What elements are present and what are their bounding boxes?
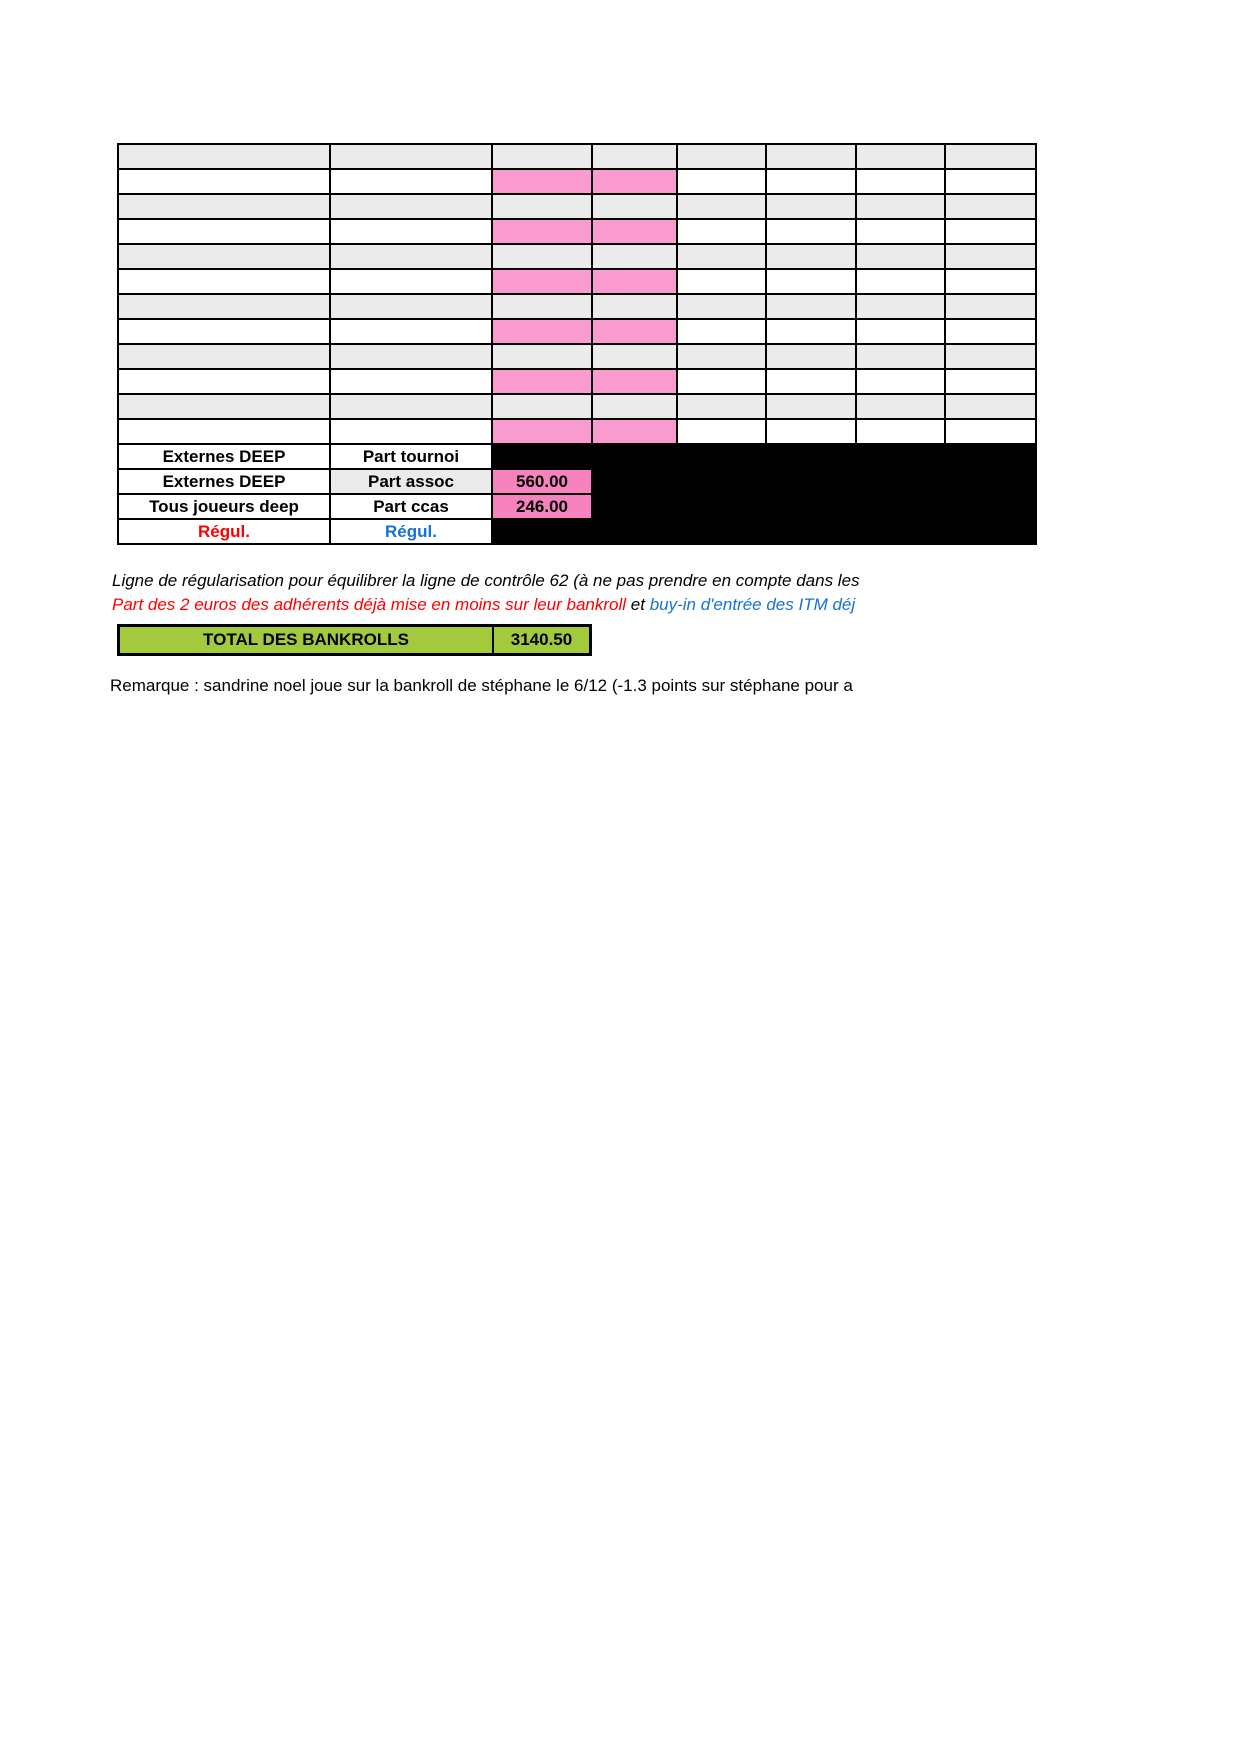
blacked-out-cells bbox=[592, 469, 1036, 494]
blacked-out-cells bbox=[492, 444, 1036, 469]
pink-column-cell bbox=[492, 344, 592, 369]
table-cell bbox=[118, 344, 330, 369]
empty-rows-body bbox=[118, 144, 1036, 444]
pink-column-cell bbox=[492, 194, 592, 219]
table-cell bbox=[945, 169, 1036, 194]
table-cell bbox=[766, 344, 856, 369]
pink-column-cell bbox=[592, 419, 677, 444]
table-cell bbox=[118, 419, 330, 444]
table-row-empty bbox=[118, 144, 1036, 169]
table-row-empty bbox=[118, 344, 1036, 369]
pink-column-cell bbox=[592, 394, 677, 419]
table-cell bbox=[856, 219, 945, 244]
table-cell bbox=[945, 294, 1036, 319]
remark-text: Remarque : sandrine noel joue sur la bankroll de stéphane le 6/12 (-1.3 points sur stéphane pour a bbox=[110, 676, 853, 695]
table-cell bbox=[118, 244, 330, 269]
table-row-empty bbox=[118, 244, 1036, 269]
table-row-empty bbox=[118, 369, 1036, 394]
table-cell bbox=[945, 144, 1036, 169]
total-bankrolls-label: TOTAL DES BANKROLLS bbox=[203, 630, 409, 649]
table-cell bbox=[118, 219, 330, 244]
table-cell bbox=[677, 294, 766, 319]
total-bankrolls-value: 3140.50 bbox=[492, 627, 589, 653]
pink-column-cell bbox=[592, 194, 677, 219]
table-cell bbox=[677, 244, 766, 269]
table-cell bbox=[766, 244, 856, 269]
table-cell bbox=[945, 394, 1036, 419]
note-blue-text: buy-in d'entrée des ITM déj bbox=[649, 595, 856, 614]
row-sublabel-cell-regul-blue: Régul. bbox=[330, 519, 492, 544]
table-cell bbox=[330, 194, 492, 219]
value-cell: 560.00 bbox=[492, 469, 592, 494]
table-cell bbox=[856, 144, 945, 169]
pink-column-cell bbox=[492, 169, 592, 194]
pink-column-cell bbox=[592, 244, 677, 269]
table-cell bbox=[677, 344, 766, 369]
table-cell bbox=[118, 144, 330, 169]
table-cell bbox=[118, 369, 330, 394]
table-cell bbox=[330, 394, 492, 419]
pink-column-cell bbox=[592, 219, 677, 244]
table-cell bbox=[945, 194, 1036, 219]
table-row-part-tournoi bbox=[118, 444, 1036, 469]
note-part-euros bbox=[112, 595, 1040, 615]
pink-column-cell bbox=[492, 269, 592, 294]
table-cell bbox=[677, 194, 766, 219]
table-cell bbox=[945, 244, 1036, 269]
row-sublabel-cell: Part ccas bbox=[330, 494, 492, 519]
table-cell bbox=[118, 294, 330, 319]
table-cell bbox=[856, 419, 945, 444]
table-row-empty bbox=[118, 169, 1036, 194]
table-cell bbox=[766, 269, 856, 294]
table-cell bbox=[766, 194, 856, 219]
table-cell bbox=[677, 219, 766, 244]
row-sublabel-cell: Part assoc bbox=[330, 469, 492, 494]
table-cell bbox=[856, 269, 945, 294]
label-rows-body bbox=[118, 444, 1036, 544]
bankroll-table bbox=[117, 143, 1037, 545]
table-cell bbox=[330, 419, 492, 444]
table-cell bbox=[677, 319, 766, 344]
table-cell bbox=[330, 319, 492, 344]
table-cell bbox=[856, 394, 945, 419]
pink-column-cell bbox=[492, 219, 592, 244]
table-row-part-ccas bbox=[118, 494, 1036, 519]
table-cell bbox=[118, 169, 330, 194]
table-cell bbox=[330, 169, 492, 194]
table-cell bbox=[330, 294, 492, 319]
row-label-cell-regul-red: Régul. bbox=[118, 519, 330, 544]
table-cell bbox=[945, 219, 1036, 244]
pink-column-cell bbox=[492, 394, 592, 419]
table-cell bbox=[856, 294, 945, 319]
table-cell bbox=[330, 244, 492, 269]
total-bankrolls-bar bbox=[117, 624, 592, 656]
table-cell bbox=[766, 294, 856, 319]
pink-column-cell bbox=[592, 344, 677, 369]
table-row-empty bbox=[118, 394, 1036, 419]
row-label-cell: Externes DEEP bbox=[118, 469, 330, 494]
table-cell bbox=[677, 169, 766, 194]
table-cell bbox=[945, 419, 1036, 444]
table-row-empty bbox=[118, 194, 1036, 219]
table-cell bbox=[856, 369, 945, 394]
pink-column-cell bbox=[592, 144, 677, 169]
pink-column-cell bbox=[592, 319, 677, 344]
note-regularisation bbox=[112, 571, 1040, 591]
table-row-empty bbox=[118, 269, 1036, 294]
pink-column-cell bbox=[492, 244, 592, 269]
row-label-cell: Tous joueurs deep bbox=[118, 494, 330, 519]
table-cell bbox=[118, 394, 330, 419]
table-row-empty bbox=[118, 294, 1036, 319]
table-cell bbox=[945, 344, 1036, 369]
table-cell bbox=[330, 344, 492, 369]
blacked-out-cells bbox=[592, 494, 1036, 519]
table-row-part-assoc bbox=[118, 469, 1036, 494]
table-cell bbox=[945, 319, 1036, 344]
table-cell bbox=[330, 269, 492, 294]
pink-column-cell bbox=[492, 369, 592, 394]
blacked-out-cells bbox=[492, 519, 1036, 544]
note-regularisation-text: Ligne de régularisation pour équilibrer la ligne de contrôle 62 (à ne pas prendre en compte dans les bbox=[112, 571, 860, 590]
pink-column-cell bbox=[592, 294, 677, 319]
table-cell bbox=[677, 369, 766, 394]
table-row-empty bbox=[118, 419, 1036, 444]
table-row-empty bbox=[118, 319, 1036, 344]
table-cell bbox=[677, 419, 766, 444]
table-cell bbox=[330, 219, 492, 244]
table-cell bbox=[856, 169, 945, 194]
table-cell bbox=[118, 194, 330, 219]
table-cell bbox=[766, 319, 856, 344]
row-sublabel-cell: Part tournoi bbox=[330, 444, 492, 469]
note-separator-text: et bbox=[626, 595, 650, 614]
table-cell bbox=[330, 369, 492, 394]
table-cell bbox=[766, 144, 856, 169]
table-cell bbox=[856, 244, 945, 269]
table-cell bbox=[766, 394, 856, 419]
table-cell bbox=[945, 269, 1036, 294]
table-row-empty bbox=[118, 219, 1036, 244]
table-cell bbox=[945, 369, 1036, 394]
table-cell bbox=[677, 269, 766, 294]
table-cell bbox=[766, 169, 856, 194]
value-cell: 246.00 bbox=[492, 494, 592, 519]
pink-column-cell bbox=[592, 369, 677, 394]
pink-column-cell bbox=[492, 319, 592, 344]
table-cell bbox=[766, 219, 856, 244]
table-cell bbox=[118, 269, 330, 294]
table-cell bbox=[856, 319, 945, 344]
pink-column-cell bbox=[492, 294, 592, 319]
table-cell bbox=[118, 319, 330, 344]
pink-column-cell bbox=[492, 419, 592, 444]
table-cell bbox=[677, 394, 766, 419]
pink-column-cell bbox=[492, 144, 592, 169]
table-row-regul bbox=[118, 519, 1036, 544]
pink-column-cell bbox=[592, 269, 677, 294]
row-label-cell: Externes DEEP bbox=[118, 444, 330, 469]
table-cell bbox=[766, 369, 856, 394]
table-cell bbox=[677, 144, 766, 169]
table-cell bbox=[856, 344, 945, 369]
table-cell bbox=[766, 419, 856, 444]
note-red-text: Part des 2 euros des adhérents déjà mise en moins sur leur bankroll bbox=[112, 595, 627, 614]
pink-column-cell bbox=[592, 169, 677, 194]
table-cell bbox=[330, 144, 492, 169]
table-cell bbox=[856, 194, 945, 219]
